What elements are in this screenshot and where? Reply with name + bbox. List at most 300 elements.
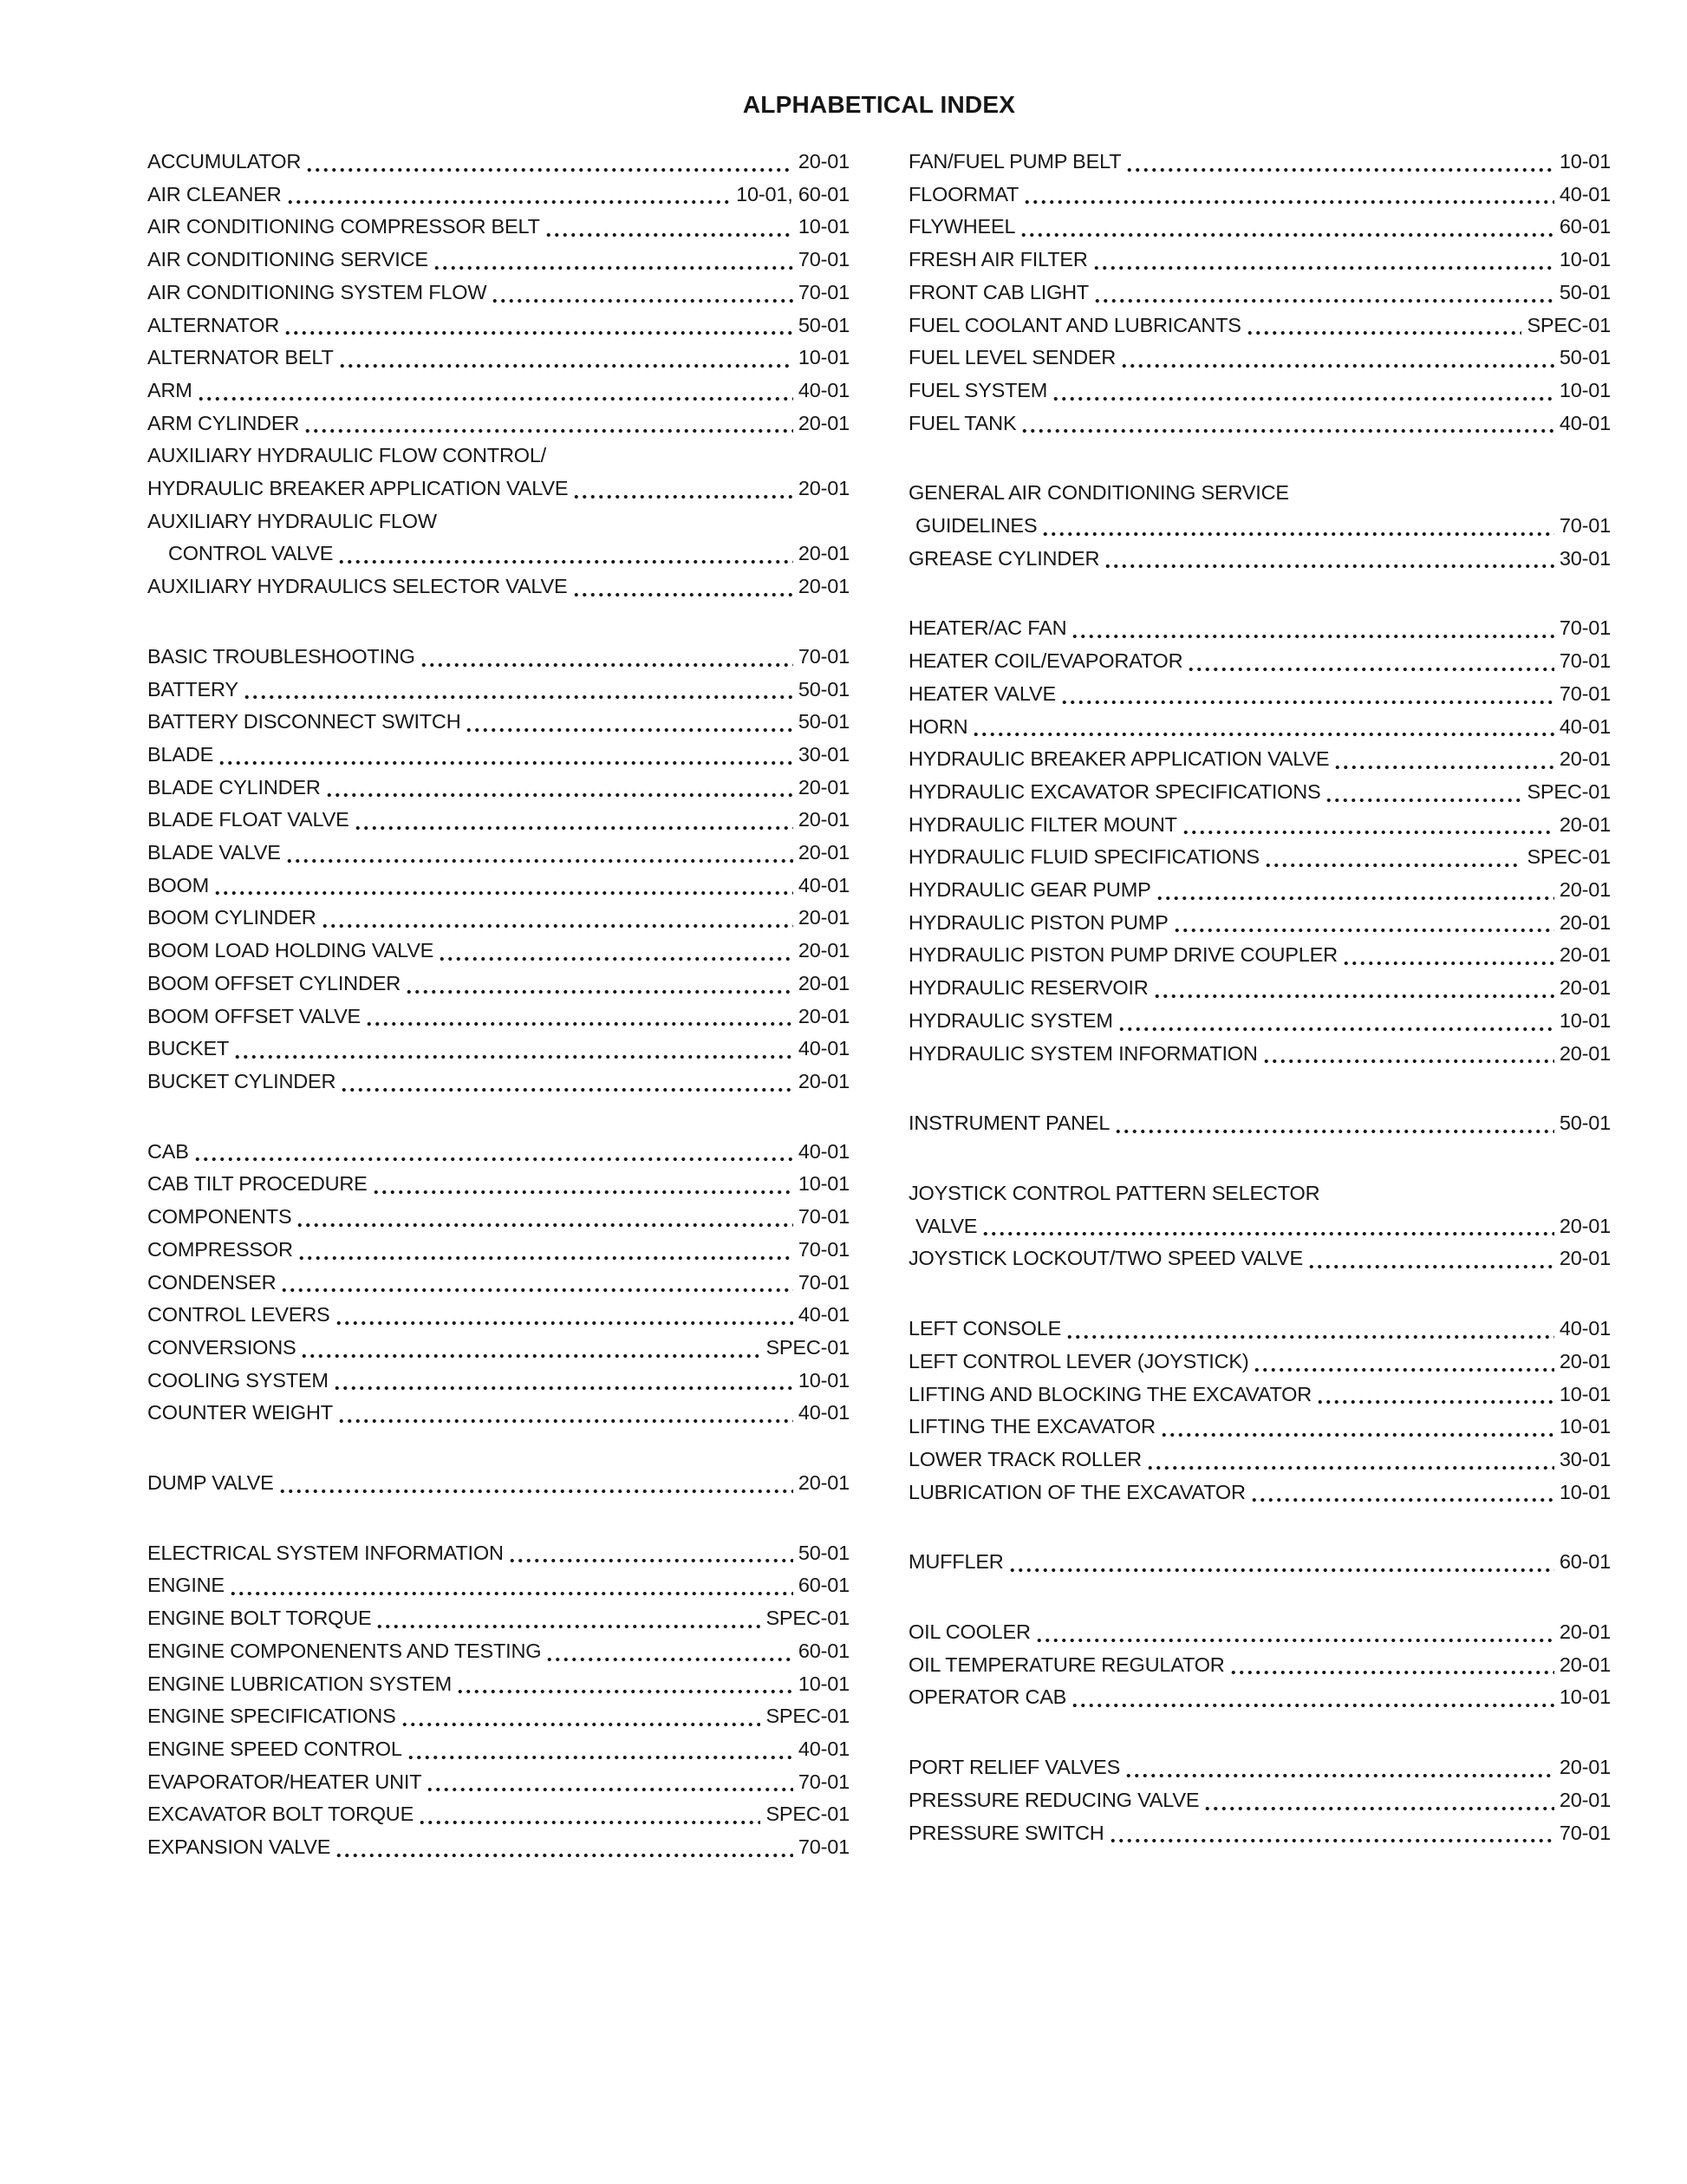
entry-page-number: 20-01 [798,971,850,994]
dot-leader [1093,277,1554,310]
entry-page-number: 20-01 [1559,1041,1611,1065]
index-entry [147,902,850,935]
dot-leader [544,211,793,244]
index-entry [909,146,1611,179]
entry-label: BLADE VALVE [147,841,281,864]
index-entry [147,1668,850,1701]
entry-page-number: 70-01 [798,1205,850,1229]
blank-line [147,1430,850,1467]
entry-page-number: 10-01 [1559,1685,1611,1709]
index-entry [147,1267,850,1300]
entry-label: CONDENSER [147,1270,277,1294]
entry-page-number: 10-01 [798,346,850,369]
entry-label: BLADE [147,742,214,766]
index-entry [147,1299,850,1332]
dot-leader [321,902,793,935]
index-entry [147,1001,850,1033]
entry-label: GENERAL AIR CONDITIONING SERVICE [909,481,1289,505]
index-entry [147,277,850,310]
dot-leader [300,1332,760,1365]
index-entry [909,645,1611,678]
index-entry [909,743,1611,776]
dot-leader [981,1210,1554,1243]
entry-page-number: 70-01 [798,644,850,668]
entry-page-number: SPEC-01 [1527,845,1611,869]
entry-page-number: 10-01, 60-01 [736,182,850,205]
index-entry [909,1038,1611,1071]
index-entry [147,1700,850,1733]
index-entry [909,277,1611,310]
entry-label: BOOM CYLINDER [147,906,316,929]
entry-label: ENGINE SPEED CONTROL [147,1737,402,1760]
entry-page-number: 20-01 [798,575,850,598]
index-entry [147,1066,850,1099]
entry-label: ENGINE LUBRICATION SYSTEM [147,1672,453,1695]
index-entry [147,1831,850,1864]
page-title: ALPHABETICAL INDEX [742,91,1016,118]
entry-page-number: 40-01 [798,378,850,401]
entry-page-number: 70-01 [798,1835,850,1859]
blank-line [909,1509,1611,1546]
entry-page-number: 40-01 [1559,182,1611,205]
entry-page-number: 50-01 [1559,280,1611,303]
dot-leader [285,837,793,870]
index-entry [147,968,850,1001]
entry-label: HYDRAULIC GEAR PUMP [909,878,1151,902]
index-entry [147,837,850,870]
entry-page-number: SPEC-01 [765,1335,850,1359]
entry-page-number: 20-01 [1559,1214,1611,1237]
entry-label: BATTERY [147,677,238,701]
entry-page-number: 20-01 [1559,1349,1611,1372]
dot-leader [278,1467,793,1500]
index-entry [909,1784,1611,1817]
index-entry [909,1210,1611,1243]
dot-leader [1052,375,1554,407]
entry-label: OPERATOR CAB [909,1685,1067,1709]
dot-leader [1120,342,1554,375]
dot-leader [325,772,793,805]
index-entry [909,477,1611,510]
entry-label: FLOORMAT [909,182,1019,205]
index-entry [909,1444,1611,1477]
dot-leader [1019,211,1554,244]
dot-leader [1262,1038,1554,1071]
entry-label: COOLING SYSTEM [147,1368,329,1392]
entry-label: DUMP VALVE [147,1471,274,1495]
index-entry [147,870,850,903]
index-entry [909,510,1611,543]
index-entry [147,1766,850,1799]
blank-line [147,603,850,641]
entry-label: LOWER TRACK ROLLER [909,1447,1142,1470]
entry-label: OIL TEMPERATURE REGULATOR [909,1653,1225,1676]
entry-page-number: SPEC-01 [765,1607,850,1630]
entry-label: HYDRAULIC SYSTEM [909,1008,1113,1032]
entry-label: CONTROL LEVERS [147,1303,330,1327]
entry-label: FRESH AIR FILTER [909,248,1088,271]
entry-label: HYDRAULIC SYSTEM INFORMATION [909,1041,1258,1065]
dot-leader [1156,874,1554,907]
entry-label: BATTERY DISCONNECT SWITCH [147,710,461,733]
dot-leader [1092,244,1554,277]
entry-label: ENGINE COMPONENENTS AND TESTING [147,1639,542,1662]
dot-leader [1060,678,1554,711]
dot-leader [1264,841,1522,874]
entry-label: BOOM [147,873,210,896]
index-entry [909,310,1611,342]
entry-label: HEATER/AC FAN [909,616,1067,640]
entry-label: BUCKET CYLINDER [147,1069,336,1092]
index-entry [909,244,1611,277]
dot-leader [426,1766,793,1799]
index-entry [909,342,1611,375]
dot-leader [218,739,793,772]
index-entry [909,1177,1611,1210]
entry-label: HYDRAULIC BREAKER APPLICATION VALVE [909,747,1330,771]
dot-leader [1071,612,1554,645]
dot-leader [1253,1346,1553,1379]
index-entry [909,1681,1611,1714]
dot-leader [418,1798,760,1831]
entry-page-number: 40-01 [798,1139,850,1163]
entry-page-number: 20-01 [798,906,850,929]
dot-leader [1114,1107,1554,1140]
entry-page-number: 20-01 [1559,910,1611,934]
dot-leader [401,1700,761,1733]
index-entry [147,407,850,440]
index-entry [909,1379,1611,1411]
index-entry [147,706,850,739]
entry-page-number: 70-01 [798,1270,850,1294]
entry-page-number: 40-01 [798,1401,850,1424]
index-entry [147,342,850,375]
dot-leader [1117,1005,1554,1038]
index-entry [147,375,850,407]
entry-label: EVAPORATOR/HEATER UNIT [147,1770,422,1793]
index-entry [147,505,850,538]
index-entry [909,874,1611,907]
dot-leader [405,968,793,1001]
dot-leader [508,1537,793,1570]
index-entry [909,1649,1611,1682]
index-entry [147,440,850,473]
entry-label: JOYSTICK LOCKOUT/TWO SPEED VALVE [909,1247,1303,1270]
dot-leader [1008,1546,1554,1579]
entry-label: ARM [147,378,192,401]
index-entry [147,1365,850,1398]
entry-page-number: 20-01 [1559,747,1611,771]
entry-label: JOYSTICK CONTROL PATTERN SELECTOR [909,1181,1320,1204]
index-entry [909,375,1611,407]
dot-leader [354,804,793,837]
dot-leader [420,641,793,674]
entry-label: ENGINE BOLT TORQUE [147,1607,372,1630]
index-entry [147,570,850,603]
dot-leader [1250,1477,1554,1509]
entry-label: ELECTRICAL SYSTEM INFORMATION [147,1541,504,1564]
entry-label: EXCAVATOR BOLT TORQUE [147,1803,414,1826]
dot-leader [438,935,793,968]
dot-leader [303,407,793,440]
index-entry [147,1798,850,1831]
index-entry [147,1033,850,1066]
entry-label: CONTROL VALVE [168,542,334,565]
entry-label: HYDRAULIC PISTON PUMP [909,910,1169,934]
index-entry [147,1332,850,1365]
entry-page-number: 40-01 [798,873,850,896]
entry-page-number: 20-01 [1559,976,1611,1000]
entry-label: FUEL SYSTEM [909,378,1048,401]
entry-page-number: 40-01 [1559,411,1611,434]
entry-page-number: 10-01 [798,215,850,238]
dot-leader [340,1066,793,1099]
index-entry [909,1242,1611,1275]
index-entry [909,678,1611,711]
entry-page-number: 70-01 [798,1237,850,1261]
entry-page-number: 40-01 [1559,1317,1611,1340]
entry-page-number: 70-01 [1559,649,1611,673]
blank-line [909,1140,1611,1177]
blank-line [147,1099,850,1136]
dot-leader [193,1136,793,1169]
entry-page-number: 20-01 [1559,878,1611,902]
dot-leader [335,1299,793,1332]
entry-label: GREASE CYLINDER [909,546,1100,570]
index-entry [147,935,850,968]
entry-page-number: 30-01 [1559,1447,1611,1470]
entry-label: AUXILIARY HYDRAULICS SELECTOR VALVE [147,575,568,598]
index-entry [147,674,850,707]
entry-page-number: 20-01 [1559,1756,1611,1779]
entry-label: FUEL TANK [909,411,1017,434]
entry-page-number: 10-01 [798,1368,850,1392]
entry-label: BOOM LOAD HOLDING VALVE [147,939,434,962]
entry-label: BOOM OFFSET CYLINDER [147,971,401,994]
dot-leader [1023,179,1554,212]
dot-leader [1246,310,1522,342]
entry-page-number: 10-01 [1559,1382,1611,1405]
entry-page-number: SPEC-01 [765,1803,850,1826]
entry-label: FLYWHEEL [909,215,1016,238]
dot-leader [1104,543,1554,576]
entry-label: BOOM OFFSET VALVE [147,1004,362,1027]
dot-leader [338,342,793,375]
entry-page-number: 70-01 [1559,514,1611,538]
dot-leader [333,1365,793,1398]
dot-leader [213,870,793,903]
entry-label: BLADE CYLINDER [147,775,321,799]
entry-label: MUFFLER [909,1550,1004,1574]
blank-line [909,1275,1611,1313]
entry-label: ENGINE [147,1574,225,1597]
index-entry [147,804,850,837]
entry-label: EXPANSION VALVE [147,1835,331,1859]
entry-page-number: 50-01 [798,313,850,336]
index-entry [909,179,1611,212]
dot-leader [972,711,1553,744]
entry-page-number: 50-01 [1559,346,1611,369]
entry-page-number: 20-01 [798,411,850,434]
entry-page-number: 20-01 [798,150,850,173]
entry-page-number: 40-01 [798,1303,850,1327]
entry-label: AUXILIARY HYDRAULIC FLOW [147,509,437,532]
entry-label: LEFT CONTROL LEVER (JOYSTICK) [909,1349,1249,1372]
entry-page-number: 70-01 [798,280,850,303]
index-entry [147,1602,850,1635]
entry-label: ENGINE SPECIFICATIONS [147,1705,396,1728]
index-entry [147,1467,850,1500]
index-entry [147,310,850,342]
entry-label: HEATER VALVE [909,681,1056,705]
dot-leader [1146,1444,1554,1477]
entry-page-number: 10-01 [1559,248,1611,271]
entry-label: HYDRAULIC FILTER MOUNT [909,812,1177,836]
entry-label: HORN [909,714,968,738]
dot-leader [335,1831,793,1864]
entry-page-number: 20-01 [798,1004,850,1027]
entry-label: PORT RELIEF VALVES [909,1756,1121,1779]
entry-page-number: 20-01 [798,542,850,565]
entry-page-number: 20-01 [798,808,850,831]
index-entry [909,1107,1611,1140]
index-entry [147,1635,850,1668]
index-column-left [147,146,850,1864]
dot-leader [1342,939,1554,972]
entry-page-number: 70-01 [798,1770,850,1793]
dot-leader [1071,1681,1554,1714]
index-entry [147,244,850,277]
entry-page-number: 20-01 [798,1069,850,1092]
entry-page-number: 60-01 [1559,215,1611,238]
entry-page-number: 70-01 [1559,1821,1611,1844]
entry-page-number: 20-01 [798,939,850,962]
entry-page-number: 70-01 [1559,681,1611,705]
index-entry [909,1546,1611,1579]
dot-leader [243,674,793,707]
entry-label: ARM CYLINDER [147,411,300,434]
index-entry [909,1616,1611,1649]
index-entry [909,1751,1611,1784]
index-entry [909,612,1611,645]
dot-leader [1182,809,1554,842]
dot-leader [305,146,793,179]
index-entry [147,473,850,505]
index-entry [147,1397,850,1430]
entry-label: BUCKET [147,1037,230,1060]
entry-label: LIFTING AND BLOCKING THE EXCAVATOR [909,1382,1312,1405]
entry-label: BASIC TROUBLESHOOTING [147,644,415,668]
entry-page-number: 20-01 [1559,812,1611,836]
entry-label: COMPRESSOR [147,1237,293,1261]
entry-label: OIL COOLER [909,1620,1031,1644]
blank-line [909,440,1611,477]
entry-page-number: 50-01 [1559,1112,1611,1135]
entry-page-number: 30-01 [1559,546,1611,570]
entry-page-number: SPEC-01 [765,1705,850,1728]
index-entry [909,1313,1611,1346]
entry-page-number: 40-01 [1559,714,1611,738]
index-entry [147,179,850,212]
dot-leader [545,1635,793,1668]
index-entry [909,841,1611,874]
dot-leader [1125,146,1554,179]
entry-page-number: 70-01 [798,248,850,271]
entry-page-number: 40-01 [798,1037,850,1060]
index-entry [147,641,850,674]
index-entry [909,407,1611,440]
entry-page-number: 20-01 [798,1471,850,1495]
blank-line [909,1070,1611,1107]
entry-label: AIR CONDITIONING COMPRESSOR BELT [147,215,540,238]
dot-leader [407,1733,793,1766]
entry-page-number: 50-01 [798,1541,850,1564]
blank-line [909,1579,1611,1616]
dot-leader [1109,1817,1554,1850]
entry-label: AIR CONDITIONING SYSTEM FLOW [147,280,487,303]
dot-leader [491,277,793,310]
entry-label: FAN/FUEL PUMP BELT [909,150,1122,173]
dot-leader [572,473,793,505]
index-entry [909,711,1611,744]
entry-label: ALTERNATOR [147,313,280,336]
entry-page-number: 10-01 [798,1172,850,1196]
dot-leader [375,1602,760,1635]
index-entry [147,1569,850,1602]
entry-page-number: 10-01 [1559,378,1611,401]
index-entry [147,1168,850,1201]
index-entry [147,538,850,570]
entry-label: ALTERNATOR BELT [147,346,334,369]
dot-leader [286,179,732,212]
blank-line [909,575,1611,612]
index-entry [147,146,850,179]
dot-leader [337,538,793,570]
entry-label: CONVERSIONS [147,1335,296,1359]
dot-leader [197,375,793,407]
dot-leader [1041,510,1554,543]
entry-label: CAB TILT PROCEDURE [147,1172,368,1196]
dot-leader [572,570,793,603]
entry-label: HYDRAULIC RESERVOIR [909,976,1149,1000]
entry-label: FUEL LEVEL SENDER [909,346,1117,369]
entry-label: CAB [147,1139,189,1163]
index-entry [147,772,850,805]
dot-leader [1020,407,1553,440]
entry-label: FUEL COOLANT AND LUBRICANTS [909,313,1241,336]
dot-leader [372,1168,793,1201]
dot-leader [1160,1411,1554,1444]
entry-label: PRESSURE SWITCH [909,1821,1104,1844]
entry-label: HYDRAULIC BREAKER APPLICATION VALVE [147,477,569,500]
entry-label: LIFTING THE EXCAVATOR [909,1415,1156,1438]
entry-page-number: 30-01 [798,742,850,766]
entry-label: BLADE FLOAT VALVE [147,808,349,831]
dot-leader [1187,645,1553,678]
dot-leader [337,1397,793,1430]
dot-leader [1153,972,1554,1005]
dot-leader [1065,1313,1554,1346]
entry-page-number: 10-01 [798,1672,850,1695]
dot-leader [296,1201,792,1234]
entry-page-number: 40-01 [798,1737,850,1760]
entry-label: INSTRUMENT PANEL [909,1112,1111,1135]
entry-page-number: 20-01 [798,841,850,864]
entry-label: AIR CLEANER [147,182,282,205]
index-entry [909,1346,1611,1379]
entry-page-number: 10-01 [1559,1415,1611,1438]
entry-label: GUIDELINES [915,514,1038,538]
